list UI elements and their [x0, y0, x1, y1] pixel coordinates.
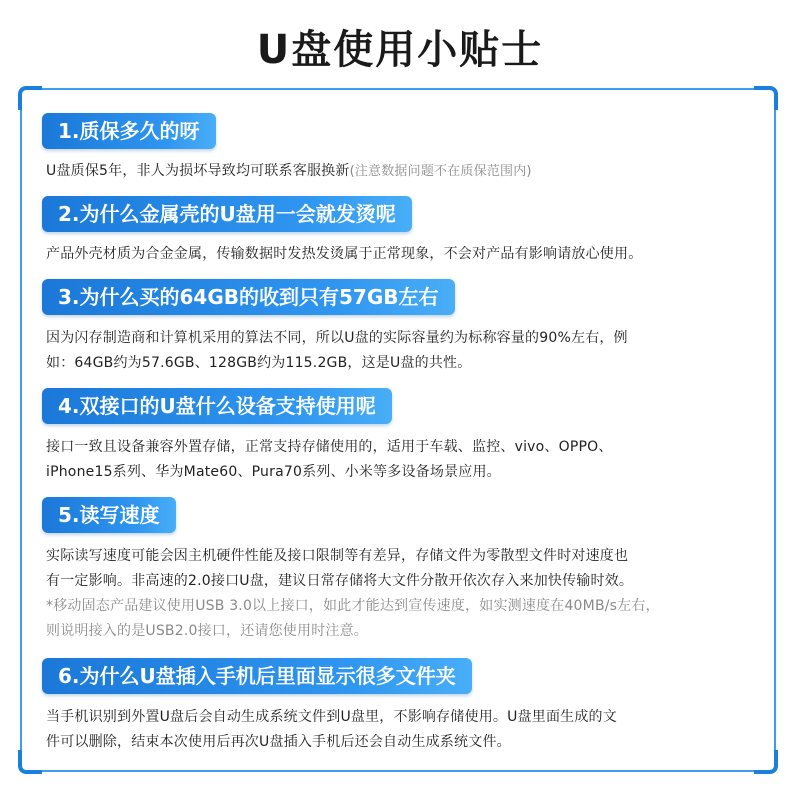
section-4-line: iPhone15系列、华为Mate60、Pura70系列、小米等多设备场景应用。	[46, 464, 501, 480]
section-1-text: U盘质保5年，非人为损坏导致均可联系客服换新	[46, 163, 350, 179]
section-3-heading: 3.为什么买的64GB的收到只有57GB左右	[42, 279, 455, 315]
section-5-line: 实际读写速度可能会因主机硬件性能及接口限制等有差异，存储文件为零散型文件时对速度也	[46, 548, 629, 564]
section-1-line	[46, 159, 776, 184]
section-6-body	[46, 705, 776, 755]
section-6-line: 当手机识别到外置U盘后会自动生成系统文件到U盘里，不影响存储使用。U盘里面生成的文	[46, 709, 617, 725]
frame-corner	[754, 86, 778, 110]
section-5-note: 则说明接入的是USB2.0接口，还请您使用时注意。	[46, 623, 369, 639]
section-2-line: 产品外壳材质为合金金属，传输数据时发热发烫属于正常现象，不会对产品有影响请放心使用。	[46, 246, 643, 262]
section-5-note: *移动固态产品建议使用USB 3.0以上接口，如此才能达到宣传速度，如实测速度在40MB/s左右，	[46, 598, 660, 614]
page-title: U盘使用小贴士	[256, 27, 544, 73]
section-3-line: 因为闪存制造商和计算机采用的算法不同，所以U盘的实际容量约为标称容量的90%左右，例	[46, 330, 628, 346]
section-4-line: 接口一致且设备兼容外置存储，正常支持存储使用的，适用于车载、监控、vivo、OPPO、	[46, 439, 613, 455]
section-3-body	[46, 326, 776, 376]
section-2-heading: 2.为什么金属壳的U盘用一会就发烫呢	[42, 196, 412, 232]
section-3-line: 如：64GB约为57.6GB、128GB约为115.2GB，这是U盘的共性。	[46, 355, 472, 371]
section-5-heading: 5.读写速度	[42, 497, 176, 533]
section-5-line: 有一定影响。非高速的2.0接口U盘，建议日常存储将大文件分散开依次存入来加快传输时效。	[46, 573, 634, 589]
section-1-body	[46, 159, 776, 184]
section-6-line: 件可以删除，结束本次使用后再次U盘插入手机后还会自动生成系统文件。	[46, 734, 511, 750]
section-4-body	[46, 435, 776, 485]
frame-corner	[18, 86, 42, 110]
section-5-body	[46, 544, 776, 644]
section-1-note: (注意数据问题不在质保范围内)	[349, 164, 532, 179]
section-2-body	[46, 242, 776, 267]
frame-corner	[18, 750, 42, 774]
section-4-heading: 4.双接口的U盘什么设备支持使用呢	[42, 388, 392, 424]
section-6-heading: 6.为什么U盘插入手机后里面显示很多文件夹	[42, 658, 472, 694]
section-1-heading: 1.质保多久的呀	[42, 113, 216, 149]
